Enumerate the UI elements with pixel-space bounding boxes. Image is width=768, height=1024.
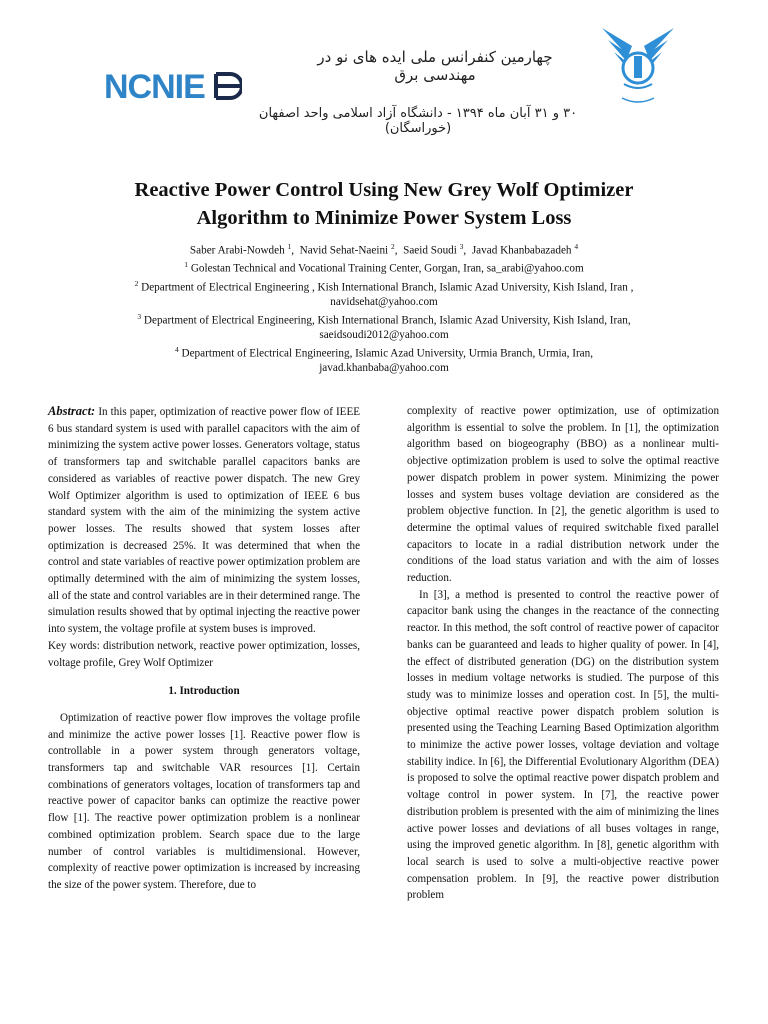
- conference-date-persian: ۳۰ و ۳۱ آبان ماه ۱۳۹۴ - دانشگاه آزاد اسلامی واحد اصفهان (خوراسگان): [258, 106, 578, 136]
- author-list: Saber Arabi-Nowdeh $^1$, Navid Sehat-Naeini $^2$, Saeid Soudi $^3$, Javad Khanbabazadeh $^4$: [189, 242, 579, 257]
- author-name: Saber Arabi-Nowdeh: [189, 244, 285, 257]
- abstract: [48, 403, 360, 638]
- body-paragraph: In [3], a method is presented to control the reactive power of capacitor bank using the changes in the reactance of the connecting reactor. In this method, the soft control of reactive power of capacitor banks can be guaranteed and leads to higher quality of power. In [4], the effect of distributed generation (DG) on the distribution system losses in medium voltage networks is studied. The purpose of this study was to minimize losses and operation cost. In [5], the multi-objective optimal reactive power dispatch problem solution is presented using the Teaching Learning Based Optimization algorithm to minimize the active power losses, voltage deviation and voltage stability indice. In [6], the Differential Evolutionary Algorithm (DEA) is proposed to solve the optimal reactive power dispatch problem and voltage control in power system. In [7], the reactive power distribution problem is presented with the aim of minimizing the lines active power losses and deviations of all buses voltages in range, using the improved genetic algorithm. In [8], genetic algorithm with local search is used to solve a multi-objective reactive power compensation problem. In [9], the reactive power distribution problem: [407, 588, 719, 902]
- affiliation-4: $^4$ Department of Electrical Engineering, Islamic Azad University, Urmia Branch, Urmia, Iran,: [174, 344, 594, 360]
- conference-title-persian: چهارمین کنفرانس ملی ایده های نو در مهندسی برق: [317, 48, 553, 84]
- section-heading-introduction: 1. Introduction: [168, 685, 240, 698]
- affiliation-2: $^2$ Department of Electrical Engineering , Kish International Branch, Islamic Azad University, Kish Island, Iran ,: [134, 278, 634, 294]
- affiliation-4-email: javad.khanbaba@yahoo.com: [319, 361, 449, 374]
- author-name: Saeid Soudi: [403, 244, 457, 257]
- author-sup: 4: [574, 242, 579, 251]
- paper-title-line1: Reactive Power Control Using New Grey Wolf Optimizer: [134, 179, 634, 201]
- affiliation-1: $^1$ Golestan Technical and Vocational Training Center, Gorgan, Iran, sa_arabi@yahoo.com: [184, 260, 584, 276]
- author-sup: 1: [287, 242, 292, 251]
- right-column: [407, 403, 719, 904]
- paper-title-line2: Algorithm to Minimize Power System Loss: [196, 207, 572, 229]
- affiliation-2-email: navidsehat@yahoo.com: [330, 295, 438, 308]
- author-sup: 2: [390, 242, 395, 251]
- author-sup: 3: [459, 242, 464, 251]
- svg-text:NCNIE: NCNIE: [104, 68, 205, 106]
- affiliation-3: $^3$ Department of Electrical Engineering, Kish International Branch, Islamic Azad University, Kish Island, Iran,: [137, 311, 631, 327]
- body-paragraph: complexity of reactive power optimization, use of optimization algorithm is essential to solve the problem. In [1], the optimization algorithm based on biogeography (BBO) as a nonlinear multi-objective optimization problem is used to solve the optimal reactive power dispatch problem in power system. Minimizing the power losses and system buses voltage deviation are considered as the problem objective function. In [2], the genetic algorithm is used to determine the optimal values of required switchable fixed parallel capacitors to locate in a radial distribution network under the conditions of the load status variation and with the aim of losses reduction.: [407, 405, 719, 585]
- affiliation-3-email: saeidsoudi2012@yahoo.com: [319, 328, 449, 341]
- abstract-label: Abstract:: [48, 404, 96, 418]
- keywords: Key words: distribution network, reactive power optimization, losses, voltage profile, Grey Wolf Optimizer: [48, 639, 360, 669]
- author-name: Navid Sehat-Naeini: [299, 244, 389, 257]
- conference-header: [0, 0, 768, 150]
- azad-university-emblem-icon: [598, 26, 678, 108]
- author-name: Javad Khanbabazadeh: [471, 244, 572, 257]
- intro-paragraph: Optimization of reactive power flow improves the voltage profile and minimize the active power losses [1]. Reactive power flow is controllable in a power system through generators voltage, transformers tap and switchable VAR resources [1]. Certain combinations of generators voltages, location of transformers tap and reactive power of capacitor banks can optimize the reactive power flow [1]. The reactive power optimization problem is a nonlinear combined optimization problem. Search space due to the large number of control variables is multidimensional. However, complexity of reactive power optimization is increased by increasing the size of the power system. Therefore, due to: [48, 711, 360, 891]
- left-column: [48, 403, 360, 894]
- paper-title: [60, 176, 708, 232]
- author-block: [40, 240, 728, 375]
- abstract-text: In this paper, optimization of reactive power flow of IEEE 6 bus standard system is used with parallel capacitors with the aim of minimizing the system active power losses. Generators voltage, status of transformers tap and switchable parallel capacitors banks are considered as variables of reactive power dispatch. The new Grey Wolf Optimizer algorithm is used to optimization of IEEE 6 bus standard system with the aim of the minimizing the system active power losses. The results showed that system losses after optimization is decreased 25%. It was determined that when the control and state variables of reactive power optimization problem are optimally determined with the aim of minimizing the system losses, all of the state and control variables are in their determined range. The simulation results showed that by optimal injecting the reactive power into system, the voltage profile at system buses is improved.: [48, 406, 360, 636]
- ncnie-logo-icon: [104, 66, 242, 106]
